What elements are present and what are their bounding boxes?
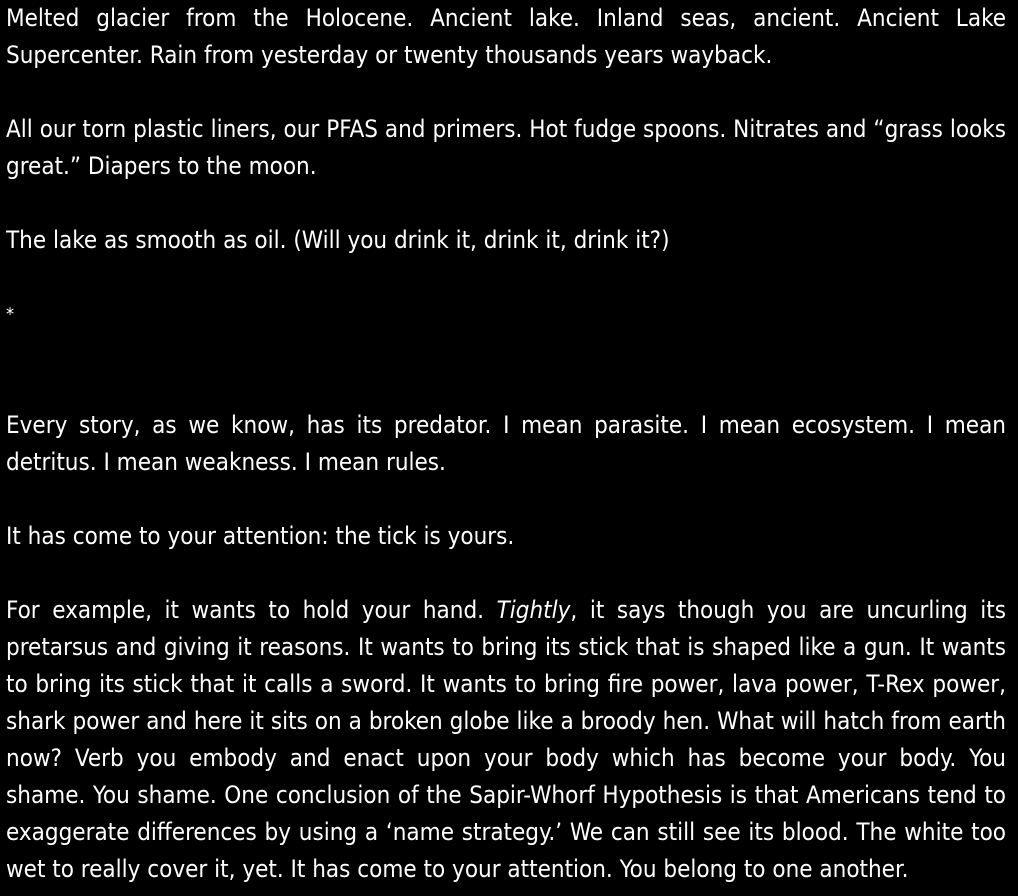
paragraph-example: [6, 592, 1006, 888]
example-text-rest: , it says though you are uncurling its pretarsus and giving it reasons. It wants to bring its stick that is shaped like a gun. It wants to bring its stick that it calls a sword. It wants to bring fire power, lava power, T-Rex power, shark power and here it sits on a broken globe like a broody hen. What will hatch from earth now? Verb you embody and enact upon your body which has become your body. You shame. You shame. One conclusion of the Sapir-Whorf Hypothesis is that Americans tend to exaggerate differences by using a ‘name strategy.’ We can still see its blood. The white too wet to really cover it, yet. It has come to your attention. You belong to one another.: [6, 596, 1006, 883]
paragraph-glacier: Melted glacier from the Holocene. Ancient lake. Inland seas, ancient. Ancient Lake Supercenter. Rain from yesterday or twenty thousands years wayback.: [6, 4, 1006, 69]
document-body: [6, 0, 1006, 888]
separator-gap: [6, 333, 1006, 407]
paragraph-plastic: All our torn plastic liners, our PFAS and primers. Hot fudge spoons. Nitrates and “grass looks great.” Diapers to the moon.: [6, 115, 1006, 180]
section-separator: *: [6, 304, 15, 325]
paragraph-predator: Every story, as we know, has its predator. I mean parasite. I mean ecosystem. I mean detritus. I mean weakness. I mean rules.: [6, 411, 1006, 476]
emphasis-tightly: Tightly: [496, 596, 571, 624]
paragraph-tick: It has come to your attention: the tick is yours.: [6, 522, 515, 550]
paragraph-lake: The lake as smooth as oil. (Will you drink it, drink it, drink it?): [6, 226, 670, 254]
example-text-start: For example, it wants to hold your hand.: [6, 596, 497, 624]
